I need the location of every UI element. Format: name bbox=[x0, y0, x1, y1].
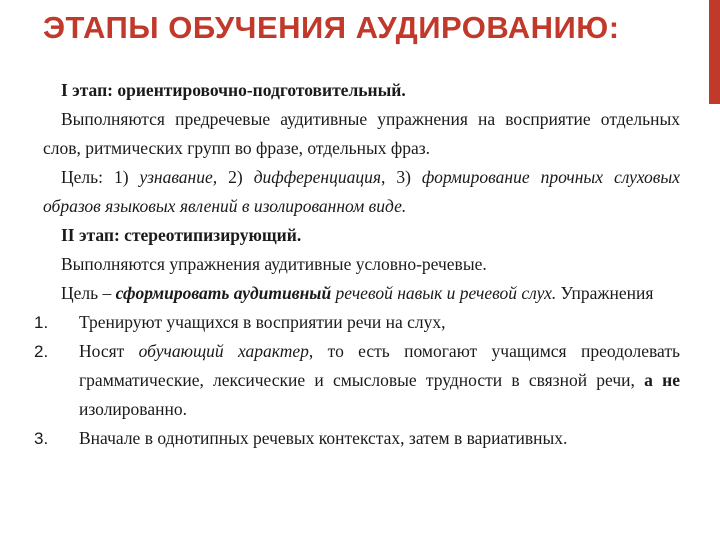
list-item-text-italic: обучающий характер bbox=[138, 341, 309, 361]
list-item bbox=[34, 337, 680, 424]
list-item-text: Вначале в однотипных речевых контекстах, затем в вариативных. bbox=[79, 428, 568, 448]
list-item-text-c: изолированно. bbox=[79, 399, 187, 419]
list-number: 1. bbox=[34, 313, 49, 332]
stage2-goal-bold: сформировать аудитивный bbox=[115, 283, 332, 303]
page-title: ЭТАПЫ ОБУЧЕНИЯ АУДИРОВАНИЮ: bbox=[43, 10, 620, 45]
stage1-goal-3: формирование прочных слуховых образов языковых явлений в изолированном виде. bbox=[43, 167, 680, 216]
stage1-goal-1: узнавание, bbox=[139, 167, 218, 187]
list-item-text-a: Носят bbox=[79, 341, 139, 361]
stage1-heading: I этап: ориентировочно-подготовительный. bbox=[61, 80, 406, 100]
list-item-text-bold: а не bbox=[644, 370, 680, 390]
list-number: 3. bbox=[34, 429, 49, 448]
stage1-goal-prefix: Цель: 1) bbox=[61, 167, 140, 187]
stage1-goal bbox=[43, 163, 680, 221]
stage1-goal-2-prefix: 2) bbox=[217, 167, 254, 187]
accent-bar bbox=[709, 0, 720, 104]
stage2-goal-prefix: Цель – bbox=[61, 283, 116, 303]
stage1-goal-2: дифференциация bbox=[253, 167, 381, 187]
slide-content bbox=[34, 76, 680, 453]
stage1-goal-3-prefix: , 3) bbox=[381, 167, 422, 187]
list-item bbox=[34, 308, 680, 337]
list-item bbox=[34, 424, 680, 453]
stage2-description: Выполняются упражнения аудитивные условно-речевые. bbox=[61, 254, 487, 274]
list-number: 2. bbox=[34, 342, 49, 361]
list-item-text: Тренируют учащихся в восприятии речи на слух, bbox=[79, 312, 446, 332]
stage2-goal bbox=[43, 279, 680, 308]
list-item-text-b: , то есть помогают учащимся преодолевать грамматические, лексические и смысловые трудности в связной речи, bbox=[79, 341, 680, 390]
stage1-description: Выполняются предречевые аудитивные упражнения на восприятие отдельных слов, ритмических групп во фразе, отдельных фраз. bbox=[43, 109, 680, 158]
stage2-goal-rest: речевой навык и речевой слух. bbox=[331, 283, 557, 303]
stage2-heading: II этап: стереотипизирующий. bbox=[61, 225, 302, 245]
stage2-exercises-label: Упражнения bbox=[560, 283, 654, 303]
